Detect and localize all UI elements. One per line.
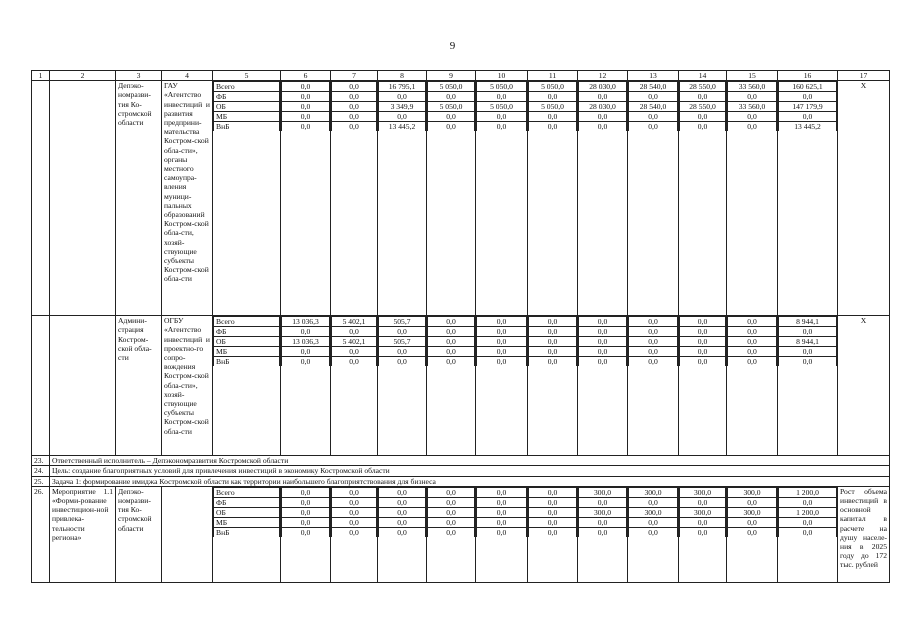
value-cell: 0,0: [477, 497, 527, 507]
value-cell: 3 349,9: [379, 102, 426, 112]
row-num-cell: 25.: [32, 476, 50, 486]
value-cell: 0,0: [728, 112, 777, 122]
header-cell: 17: [838, 71, 890, 81]
value-cell: 0,0: [529, 497, 577, 507]
value-cell: 0,0: [282, 497, 330, 507]
stacked-values: [281, 486, 331, 582]
stacked-values: [528, 81, 578, 316]
value-cell: 0,0: [629, 527, 678, 537]
value-cell: 0,0: [529, 347, 577, 357]
value-cell: 0,0: [477, 92, 527, 102]
executor-cell: Депэко-номразви-тия Ко-стромской области: [116, 486, 162, 582]
value-cell: 33 560,0: [728, 82, 777, 92]
stacked-values: [528, 486, 578, 582]
value-cell: 300,0: [629, 487, 678, 497]
value-cell: 8 944,1: [779, 337, 837, 347]
value-cell: 0,0: [282, 517, 330, 527]
stacked-values: [331, 486, 378, 582]
value-cell: 0,0: [728, 122, 777, 132]
value-cell: ОБ: [214, 507, 280, 517]
value-cell: 0,0: [332, 92, 377, 102]
value-cell: 0,0: [282, 122, 330, 132]
value-cell: 0,0: [477, 122, 527, 132]
stacked-values: [628, 81, 679, 316]
value-cell: 0,0: [282, 347, 330, 357]
value-cell: 0,0: [428, 327, 475, 337]
value-cell: 0,0: [332, 487, 377, 497]
value-cell: 0,0: [477, 337, 527, 347]
value-cell: 0,0: [629, 122, 678, 132]
value-cell: 0,0: [428, 92, 475, 102]
value-cell: 300,0: [680, 487, 726, 497]
value-cell: 0,0: [529, 507, 577, 517]
value-cell: 16 795,1: [379, 82, 426, 92]
value-cell: 0,0: [579, 337, 627, 347]
value-cell: 5 050,0: [428, 102, 475, 112]
value-cell: Всего: [214, 317, 280, 327]
measure-cell: [50, 81, 116, 316]
value-cell: 0,0: [629, 347, 678, 357]
value-cell: 0,0: [629, 517, 678, 527]
value-cell: 5 050,0: [477, 82, 527, 92]
value-cell: 5 402,1: [332, 337, 377, 347]
value-cell: 0,0: [629, 327, 678, 337]
stacked-values: [427, 81, 476, 316]
value-cell: 0,0: [680, 122, 726, 132]
value-cell: 0,0: [379, 347, 426, 357]
value-cell: 505,7: [379, 337, 426, 347]
value-cell: 0,0: [680, 337, 726, 347]
stacked-values: [427, 486, 476, 582]
value-cell: 0,0: [680, 92, 726, 102]
value-cell: 0,0: [529, 487, 577, 497]
result-cell: X: [838, 316, 890, 456]
value-cell: 0,0: [779, 357, 837, 367]
stacked-values: [727, 486, 778, 582]
value-cell: 0,0: [477, 327, 527, 337]
value-cell: 5 050,0: [477, 102, 527, 112]
value-cell: 1 200,0: [779, 507, 837, 517]
measure-cell: Мероприятие 1.1 «Форми-рование инвестицион-ной привлека-тельности региона»: [50, 486, 116, 582]
header-cell: 5: [213, 71, 281, 81]
value-cell: 0,0: [579, 527, 627, 537]
header-cell: 16: [778, 71, 838, 81]
value-cell: 28 030,0: [579, 102, 627, 112]
stacked-values: [213, 81, 281, 316]
value-cell: 0,0: [477, 317, 527, 327]
value-cell: 0,0: [680, 497, 726, 507]
value-cell: ВнБ: [214, 122, 280, 132]
value-cell: 28 550,0: [680, 102, 726, 112]
value-cell: 0,0: [282, 327, 330, 337]
value-cell: 0,0: [428, 357, 475, 367]
value-cell: 0,0: [428, 527, 475, 537]
value-cell: 0,0: [428, 507, 475, 517]
row-num-cell: 24.: [32, 466, 50, 476]
value-cell: 300,0: [579, 487, 627, 497]
value-cell: 0,0: [680, 112, 726, 122]
value-cell: 300,0: [579, 507, 627, 517]
header-cell: 1: [32, 71, 50, 81]
stacked-values: [727, 81, 778, 316]
value-cell: 0,0: [529, 527, 577, 537]
stacked-values: [378, 316, 427, 456]
value-cell: 0,0: [428, 112, 475, 122]
value-cell: 0,0: [728, 357, 777, 367]
stacked-values: [213, 316, 281, 456]
value-cell: 0,0: [779, 92, 837, 102]
value-cell: 0,0: [629, 317, 678, 327]
value-cell: МБ: [214, 112, 280, 122]
value-cell: 0,0: [282, 92, 330, 102]
executor-cell: Админи-страция Костром-ской обла-сти: [116, 316, 162, 456]
value-cell: 0,0: [428, 317, 475, 327]
participant-cell: [162, 486, 213, 582]
value-cell: 0,0: [629, 92, 678, 102]
value-cell: 0,0: [379, 112, 426, 122]
value-cell: 0,0: [477, 112, 527, 122]
value-cell: 0,0: [529, 337, 577, 347]
stacked-values: [778, 81, 838, 316]
value-cell: 0,0: [728, 337, 777, 347]
stacked-values: [679, 316, 727, 456]
value-cell: 0,0: [428, 347, 475, 357]
value-cell: 0,0: [428, 337, 475, 347]
value-cell: ФБ: [214, 327, 280, 337]
stacked-values: [778, 316, 838, 456]
value-cell: 0,0: [379, 507, 426, 517]
row-num-cell: [32, 316, 50, 456]
header-cell: 2: [50, 71, 116, 81]
value-cell: 0,0: [579, 317, 627, 327]
stacked-values: [778, 486, 838, 582]
value-cell: 0,0: [529, 357, 577, 367]
value-cell: МБ: [214, 347, 280, 357]
header-cell: 8: [378, 71, 427, 81]
value-cell: 0,0: [332, 82, 377, 92]
value-cell: 0,0: [728, 527, 777, 537]
value-cell: 0,0: [332, 347, 377, 357]
stacked-values: [331, 316, 378, 456]
value-cell: 0,0: [680, 357, 726, 367]
participant-cell: ОГБУ «Агентство инвестиций и проектно-го сопро-вождения Костром-ской обла-сти», хозяй-ствующие субъекты Костром-ской обла-сти: [162, 316, 213, 456]
value-cell: 0,0: [779, 527, 837, 537]
value-cell: 0,0: [680, 527, 726, 537]
row-num-cell: [32, 81, 50, 316]
value-cell: 0,0: [779, 347, 837, 357]
value-cell: 0,0: [282, 527, 330, 537]
value-cell: 0,0: [332, 507, 377, 517]
row-num-cell: 26.: [32, 486, 50, 582]
value-cell: 0,0: [779, 517, 837, 527]
value-cell: 0,0: [579, 357, 627, 367]
stacked-values: [427, 316, 476, 456]
header-cell: 7: [331, 71, 378, 81]
value-cell: 300,0: [728, 507, 777, 517]
value-cell: ФБ: [214, 497, 280, 507]
value-cell: 300,0: [728, 487, 777, 497]
stacked-values: [679, 486, 727, 582]
value-cell: 0,0: [728, 327, 777, 337]
stacked-values: [281, 81, 331, 316]
result-cell: Рост объема инвестиций в основной капитал в расчете на душу населе-ния в 2025 году до 172 тыс. рублей: [838, 486, 890, 582]
value-cell: МБ: [214, 517, 280, 527]
value-cell: 0,0: [779, 112, 837, 122]
value-cell: ФБ: [214, 92, 280, 102]
stacked-values: [378, 486, 427, 582]
value-cell: 0,0: [477, 527, 527, 537]
value-cell: 5 402,1: [332, 317, 377, 327]
stacked-values: [679, 81, 727, 316]
stacked-values: [476, 316, 528, 456]
value-cell: 0,0: [477, 507, 527, 517]
value-cell: 0,0: [282, 102, 330, 112]
value-cell: 33 560,0: [728, 102, 777, 112]
value-cell: 0,0: [477, 357, 527, 367]
stacked-values: [213, 486, 281, 582]
value-cell: 0,0: [379, 527, 426, 537]
value-cell: 0,0: [529, 317, 577, 327]
value-cell: 0,0: [477, 517, 527, 527]
value-cell: ВнБ: [214, 527, 280, 537]
value-cell: 28 540,0: [629, 102, 678, 112]
value-cell: 0,0: [379, 327, 426, 337]
value-cell: 0,0: [529, 112, 577, 122]
value-cell: 0,0: [680, 347, 726, 357]
header-cell: 4: [162, 71, 213, 81]
value-cell: 5 050,0: [529, 102, 577, 112]
header-cell: 9: [427, 71, 476, 81]
value-cell: 0,0: [379, 487, 426, 497]
budget-table: [31, 70, 890, 583]
value-cell: 0,0: [680, 317, 726, 327]
value-cell: 0,0: [529, 517, 577, 527]
value-cell: 13 036,3: [282, 317, 330, 327]
value-cell: 0,0: [379, 497, 426, 507]
value-cell: 0,0: [579, 517, 627, 527]
value-cell: 28 030,0: [579, 82, 627, 92]
header-cell: 15: [727, 71, 778, 81]
value-cell: 505,7: [379, 317, 426, 327]
value-cell: 0,0: [579, 112, 627, 122]
stacked-values: [727, 316, 778, 456]
value-cell: 147 179,9: [779, 102, 837, 112]
value-cell: 0,0: [379, 357, 426, 367]
stacked-values: [281, 316, 331, 456]
stacked-values: [628, 316, 679, 456]
stacked-values: [378, 81, 427, 316]
value-cell: 0,0: [529, 122, 577, 132]
value-cell: 0,0: [282, 357, 330, 367]
stacked-values: [331, 81, 378, 316]
value-cell: 300,0: [629, 507, 678, 517]
value-cell: 0,0: [332, 357, 377, 367]
value-cell: 0,0: [332, 112, 377, 122]
value-cell: 0,0: [477, 487, 527, 497]
stacked-values: [578, 81, 628, 316]
section-text: Задача 1: формирование имиджа Костромской области как территории наибольшего благоприятствования для бизнеса: [50, 476, 890, 486]
header-cell: 6: [281, 71, 331, 81]
value-cell: 0,0: [428, 517, 475, 527]
stacked-values: [476, 81, 528, 316]
value-cell: 300,0: [680, 507, 726, 517]
value-cell: 13 036,3: [282, 337, 330, 347]
value-cell: 5 050,0: [529, 82, 577, 92]
value-cell: 0,0: [332, 102, 377, 112]
header-cell: 10: [476, 71, 528, 81]
value-cell: 28 550,0: [680, 82, 726, 92]
stacked-values: [578, 316, 628, 456]
value-cell: 0,0: [579, 327, 627, 337]
result-cell: X: [838, 81, 890, 316]
value-cell: 0,0: [579, 347, 627, 357]
executor-cell: Депэко-номразви-тия Ко-стромской области: [116, 81, 162, 316]
value-cell: 0,0: [680, 517, 726, 527]
value-cell: ВнБ: [214, 357, 280, 367]
value-cell: 28 540,0: [629, 82, 678, 92]
value-cell: 0,0: [282, 82, 330, 92]
header-cell: 11: [528, 71, 578, 81]
value-cell: Всего: [214, 487, 280, 497]
value-cell: 0,0: [282, 112, 330, 122]
section-text: Ответственный исполнитель – Депэкономразвития Костромской области: [50, 456, 890, 466]
value-cell: ОБ: [214, 102, 280, 112]
participant-cell: ГАУ «Агентство инвестиций и развития предприни-мательства Костром-ской обла-сти», органы местного самоупра-вления муници-пальных образований Костром-ской обла-сти, хозяй-ствующие субъекты Костром-ской обла-сти: [162, 81, 213, 316]
value-cell: 0,0: [332, 327, 377, 337]
value-cell: 0,0: [428, 122, 475, 132]
value-cell: 5 050,0: [428, 82, 475, 92]
value-cell: 0,0: [629, 357, 678, 367]
value-cell: 0,0: [728, 92, 777, 102]
value-cell: 0,0: [728, 347, 777, 357]
value-cell: Всего: [214, 82, 280, 92]
value-cell: 0,0: [629, 337, 678, 347]
value-cell: 0,0: [529, 327, 577, 337]
value-cell: 0,0: [282, 507, 330, 517]
header-cell: 3: [116, 71, 162, 81]
value-cell: 160 625,1: [779, 82, 837, 92]
value-cell: 0,0: [428, 487, 475, 497]
value-cell: 0,0: [629, 497, 678, 507]
value-cell: 1 200,0: [779, 487, 837, 497]
value-cell: 0,0: [779, 327, 837, 337]
value-cell: 0,0: [529, 92, 577, 102]
value-cell: 0,0: [680, 327, 726, 337]
value-cell: 0,0: [332, 122, 377, 132]
value-cell: 13 445,2: [779, 122, 837, 132]
measure-cell: [50, 316, 116, 456]
value-cell: 0,0: [282, 487, 330, 497]
value-cell: 0,0: [379, 517, 426, 527]
value-cell: 0,0: [728, 497, 777, 507]
value-cell: 13 445,2: [379, 122, 426, 132]
value-cell: 0,0: [332, 517, 377, 527]
value-cell: 0,0: [728, 517, 777, 527]
header-cell: 14: [679, 71, 727, 81]
row-num-cell: 23.: [32, 456, 50, 466]
value-cell: 0,0: [779, 497, 837, 507]
page-number: 9: [449, 40, 456, 52]
header-cell: 12: [578, 71, 628, 81]
value-cell: 0,0: [428, 497, 475, 507]
value-cell: 0,0: [477, 347, 527, 357]
value-cell: 0,0: [579, 497, 627, 507]
header-cell: 13: [628, 71, 679, 81]
section-text: Цель: создание благоприятных условий для привлечения инвестиций в экономику Костромской области: [50, 466, 890, 476]
stacked-values: [528, 316, 578, 456]
value-cell: 0,0: [379, 92, 426, 102]
value-cell: 8 944,1: [779, 317, 837, 327]
value-cell: 0,0: [579, 92, 627, 102]
value-cell: 0,0: [332, 527, 377, 537]
value-cell: 0,0: [579, 122, 627, 132]
value-cell: 0,0: [332, 497, 377, 507]
value-cell: 0,0: [728, 317, 777, 327]
stacked-values: [476, 486, 528, 582]
value-cell: ОБ: [214, 337, 280, 347]
stacked-values: [628, 486, 679, 582]
stacked-values: [578, 486, 628, 582]
value-cell: 0,0: [629, 112, 678, 122]
